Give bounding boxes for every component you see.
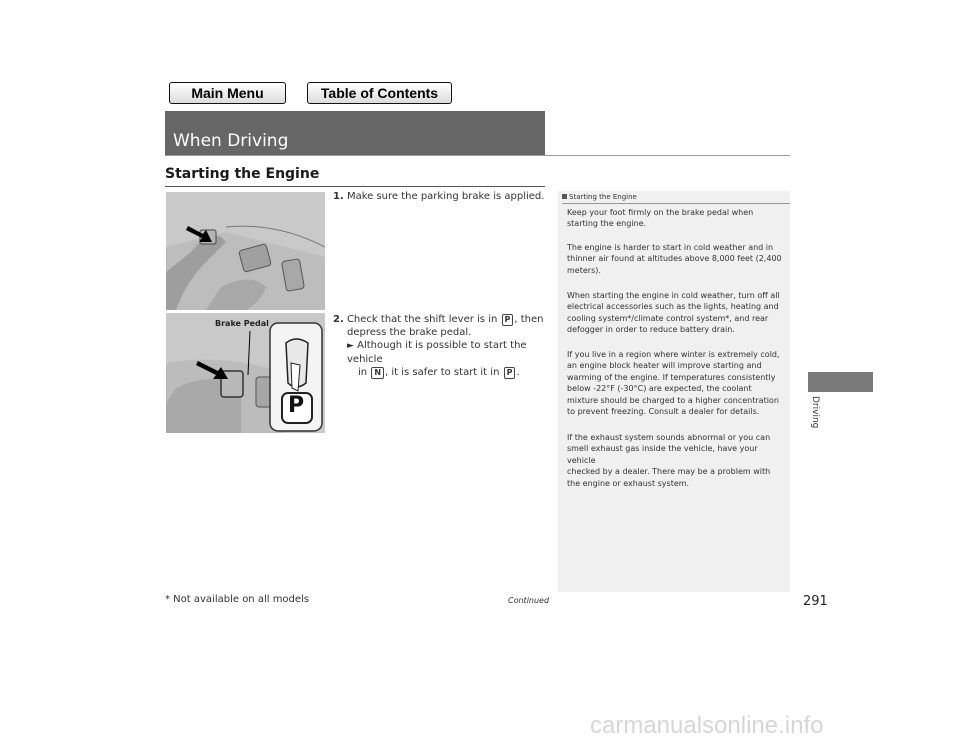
sidebar-paragraph: When starting the engine in cold weather, turn off all electrical accessories such as the lights, heating and cooling system*/climate control system*, and rear defogger in order to reduce battery drain. xyxy=(567,291,780,335)
sidebar-paragraph: Keep your foot firmly on the brake pedal when starting the engine. xyxy=(567,208,754,229)
watermark: carmanualsonline.info xyxy=(590,712,824,739)
shift-key-n: N xyxy=(371,367,384,379)
shift-key-p: P xyxy=(502,314,514,326)
step-text: . xyxy=(516,367,520,378)
sidebar-heading: Starting the Engine xyxy=(562,193,637,201)
step-text: depress the brake pedal. xyxy=(347,327,472,338)
step-2 xyxy=(333,313,553,379)
brake-pedal-label: Brake Pedal xyxy=(215,319,269,328)
step-text: Although it is possible to start the vehicle xyxy=(347,340,527,365)
section-title: When Driving xyxy=(173,131,289,151)
arrow-right-icon: ► xyxy=(347,341,354,351)
step-text: in xyxy=(358,367,368,378)
step-text: Check that the shift lever is in xyxy=(346,314,498,325)
p-icon: P xyxy=(287,392,305,418)
chapter-tab[interactable] xyxy=(808,372,873,392)
subsection-divider xyxy=(165,186,545,187)
chapter-tab-label: Driving xyxy=(810,396,820,429)
step-text: Make sure the parking brake is applied. xyxy=(346,191,545,202)
step-number: 2. xyxy=(333,314,344,325)
step-text: , then xyxy=(514,314,544,325)
page-number: 291 xyxy=(803,594,828,609)
continued-label: Continued xyxy=(508,596,550,605)
sidebar-paragraph: If you live in a region where winter is extremely cold, an engine block heater will improve starting and warming of the engine. If temperatures consistently below -22°F (-30°C) are expected, the coolant mixture should be charged to a higher concentration to prevent freezing. Consult a dealer for details. xyxy=(567,350,780,417)
step-number: 1. xyxy=(333,191,344,202)
parking-brake-illustration xyxy=(166,192,325,310)
note-icon xyxy=(562,194,567,199)
step-1 xyxy=(333,190,544,203)
main-menu-button[interactable]: Main Menu xyxy=(169,82,286,104)
step-text: , it is safer to start it in xyxy=(385,367,500,378)
sidebar-paragraph: The engine is harder to start in cold weather and in thinner air found at altitudes above 8,000 feet (2,400 meters). xyxy=(567,243,782,275)
sidebar-paragraph: If the exhaust system sounds abnormal or you can smell exhaust gas inside the vehicle, have your vehicle checked by a dealer. There may be a problem with the engine or exhaust system. xyxy=(567,433,771,488)
sidebar-divider xyxy=(562,203,790,204)
shift-key-p: P xyxy=(504,367,516,379)
subsection-title: Starting the Engine xyxy=(165,166,320,182)
footnote: * Not available on all models xyxy=(165,594,310,605)
table-of-contents-button[interactable]: Table of Contents xyxy=(307,82,452,104)
section-divider xyxy=(165,155,790,156)
